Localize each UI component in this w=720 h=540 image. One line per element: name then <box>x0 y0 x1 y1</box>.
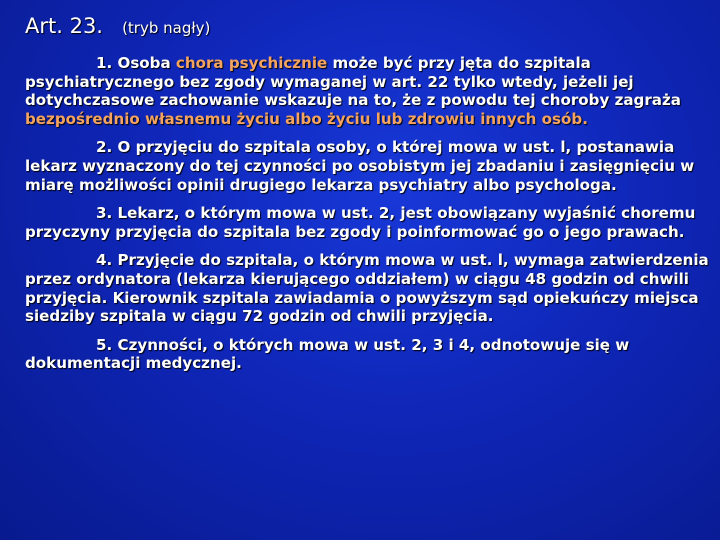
paragraph-5 <box>25 336 715 373</box>
article-subtitle: (tryb nagły) <box>122 19 211 37</box>
paragraph-2 <box>25 138 715 194</box>
paragraph-1-segment-1: 1. Osoba <box>96 54 176 72</box>
paragraph-1 <box>25 54 715 128</box>
article-number: Art. 23. <box>25 14 103 38</box>
slide-title <box>25 14 210 38</box>
paragraph-1-segment-3: może być przy jęta do szpitala psychiatrycznego bez zgody wymaganej w art. 22 tylko wtedy, jeżeli jej dotychczasowe zachowanie wskazuje na to, że z powodu tej choroby zagraża <box>25 54 681 110</box>
paragraph-5-text: 5. Czynności, o których mowa w ust. 2, 3 i 4, odnotowuje się w dokumentacji medycznej. <box>25 335 630 373</box>
paragraph-3-text: 3. Lekarz, o którym mowa w ust. 2, jest obowiązany wyjaśnić choremu przyczyny przyjęcia do szpitala bez zgody i poinformować go o jego prawach. <box>25 204 696 241</box>
paragraph-2-text: 2. O przyjęciu do szpitala osoby, o której mowa w ust. l, postanawia lekarz wyznaczony do tej czynności po osobistym jej zbadaniu i zasięgnięciu w miarę możliwości opinii drugiego lekarza psychiatry albo psychologa. <box>25 138 695 194</box>
paragraph-1-highlight-2: bezpośrednio własnemu życiu albo życiu lub zdrowiu innych osób. <box>25 109 588 128</box>
article-body <box>25 54 715 383</box>
paragraph-4 <box>25 251 715 325</box>
paragraph-4-text: 4. Przyjęcie do szpitala, o którym mowa w ust. l, wymaga zatwierdzenia przez ordynatora (lekarza kierującego oddziałem) w ciągu 48 godzin od chwili przyjęcia. Kierownik szpitala zawiadamia o powyższym sąd opiekuńczy miejsca siedziby szpitala w ciągu 72 godzin od chwili przyjęcia. <box>25 251 709 326</box>
paragraph-3 <box>25 204 715 241</box>
paragraph-1-highlight-1: chora psychicznie <box>175 54 328 72</box>
